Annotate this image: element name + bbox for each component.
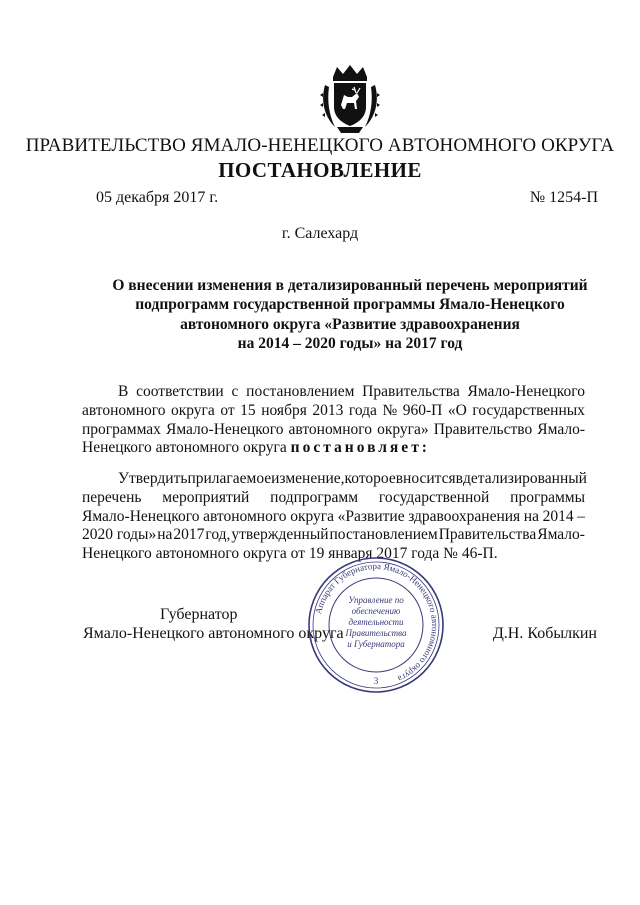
title-line: автономного округа «Развитие здравоохранения (180, 315, 520, 333)
stamp-center-line: деятельности (348, 617, 404, 627)
paragraph-line (82, 383, 585, 402)
word: перечень (82, 488, 142, 506)
word: от (220, 401, 235, 419)
word: Ямало- (537, 526, 585, 544)
word: детализированный (462, 470, 587, 487)
document-type: ПОСТАНОВЛЕНИЕ (218, 158, 422, 182)
resolution-keyword: постановляет: (290, 439, 430, 457)
word: Ямало- (537, 420, 585, 438)
signatory-organization: Ямало-Ненецкого автономного округа (83, 625, 344, 642)
word: «Развитие (337, 507, 405, 525)
body-paragraph-1 (82, 383, 585, 458)
word: Правительство (433, 420, 533, 438)
word: Правительства (438, 526, 537, 544)
word: 2020 годы» (82, 526, 157, 544)
word: Правительства (362, 383, 460, 400)
word: округа (170, 401, 215, 419)
signatory-name: Д.Н. Кобылкин (492, 625, 597, 642)
word: в (455, 470, 463, 487)
title-line: О внесении изменения в детализированный перечень мероприятий (112, 277, 588, 294)
word: автономного (82, 401, 166, 419)
document-number: № 1254-П (529, 189, 598, 206)
word: автономного (203, 507, 287, 525)
word: год, (205, 526, 231, 544)
word: 15 (240, 401, 256, 419)
word: мероприятий (162, 488, 250, 506)
word: на (523, 507, 539, 525)
word: соответствии (136, 383, 224, 400)
word: Ямало-Ненецкого (467, 383, 585, 400)
word: «О (447, 401, 467, 419)
word: округа (290, 507, 335, 525)
document-date: 05 декабря 2017 г. (96, 189, 219, 206)
word: автономного (288, 420, 372, 438)
word: 960-П (402, 401, 443, 419)
stamp-center-line: Управление по (348, 595, 404, 605)
stamp-center-line: и Губернатора (347, 639, 405, 649)
word: государственных (472, 401, 585, 419)
word: – (577, 507, 585, 525)
stamp-center-line: Правительства (345, 628, 407, 638)
government-name: ПРАВИТЕЛЬСТВО ЯМАЛО-НЕНЕЦКОГО АВТОНОМНОГО ОКРУГА (25, 135, 615, 156)
title-line: подпрограмм государственной программы Ямало-Ненецкого (135, 296, 565, 314)
word: года (348, 401, 377, 419)
paragraph-line: Ненецкого автономного округа от 19 января 2017 года № 46-П. (82, 545, 498, 563)
title-line: на 2014 – 2020 годы» на 2017 год (237, 334, 463, 352)
word: 2017 (173, 526, 205, 544)
stamp-center-line: обеспечению (351, 606, 401, 616)
document-title (60, 276, 640, 353)
paragraph-line (82, 508, 585, 527)
word: постановлением (329, 526, 438, 544)
paragraph-line (82, 470, 585, 489)
word: изменение, (271, 470, 345, 487)
word: В (118, 383, 129, 400)
signatory-title: Губернатор (160, 606, 238, 623)
coat-of-arms-icon (319, 63, 381, 137)
body-paragraph-2 (82, 470, 585, 564)
paragraph-line (82, 489, 585, 508)
word: округа» (377, 420, 429, 438)
stamp-ring-text: Аппарат Губернатора Ямало-Ненецкого автономного округа (313, 560, 441, 685)
word: 2013 (312, 401, 344, 419)
word: на (157, 526, 173, 544)
word: 2014 (542, 507, 574, 525)
official-stamp-icon (306, 555, 446, 695)
paragraph-line (82, 421, 585, 440)
paragraph-text: Ненецкого автономного округа (82, 439, 291, 457)
paragraph-line (82, 402, 585, 421)
word: № (382, 401, 398, 419)
word: здравоохранения (408, 507, 521, 525)
paragraph-line (82, 526, 585, 545)
word: Утвердить (118, 470, 188, 487)
paragraph-line (82, 439, 585, 458)
word: программы (510, 488, 585, 506)
word: утвержденный (231, 526, 329, 544)
word: ноября (261, 401, 307, 419)
word: прилагаемое (187, 470, 272, 487)
word: вносится (395, 470, 456, 487)
word: Ямало-Ненецкого (166, 420, 284, 438)
document-city: г. Салехард (281, 225, 359, 242)
word: постановлением (246, 383, 355, 400)
word: государственной (378, 488, 490, 506)
word: Ямало-Ненецкого (82, 507, 200, 525)
stamp-number: 3 (373, 676, 379, 686)
word: подпрограмм (270, 488, 359, 506)
word: программах (82, 420, 161, 438)
word: которое (344, 470, 396, 487)
word: с (231, 383, 239, 400)
